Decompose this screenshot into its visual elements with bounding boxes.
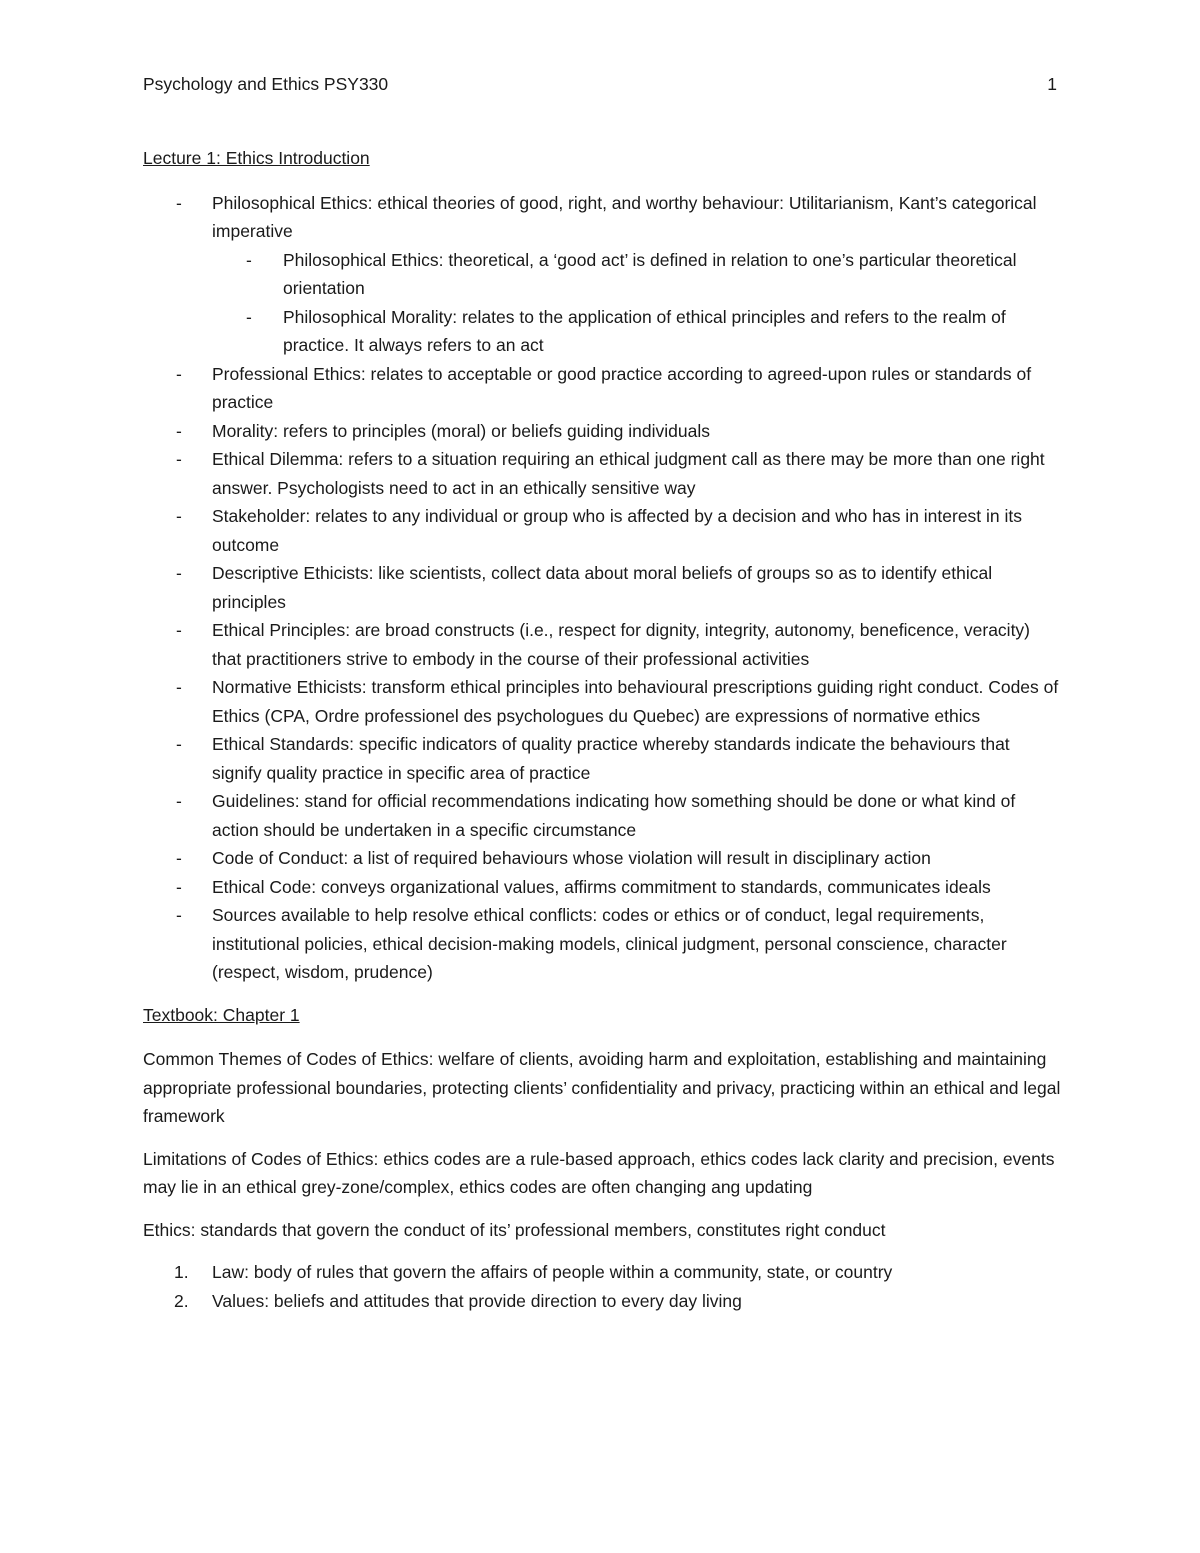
dash-bullet: -	[176, 620, 182, 640]
item-number: 2.	[174, 1290, 189, 1311]
dash-bullet: -	[246, 249, 252, 270]
dash-bullet: -	[176, 449, 182, 469]
list-item	[143, 417, 1063, 446]
textbook-title: Textbook: Chapter 1	[143, 1004, 300, 1025]
list-item-text: Ethical Code: conveys organizational values, affirms commitment to standards, communicates ideals	[212, 876, 991, 897]
list-item	[143, 844, 1063, 873]
dash-bullet: -	[176, 563, 182, 583]
page-number: 1	[1047, 74, 1057, 94]
list-item-text: Ethical Standards: specific indicators of quality practice whereby standards indicate the behaviours that signify quality practice in specific area of practice	[212, 734, 1010, 783]
list-item-text: Ethical Principles: are broad constructs (i.e., respect for dignity, integrity, autonomy, beneficence, veracity) that practitioners strive to embody in the course of their professional activities	[212, 620, 1031, 669]
document-body	[143, 144, 1063, 1315]
lecture-title: Lecture 1: Ethics Introduction	[143, 148, 370, 168]
list-item	[143, 616, 1063, 673]
paragraph-common-themes: Common Themes of Codes of Ethics: welfare of clients, avoiding harm and exploitation, establishing and maintaining appropriate professional boundaries, protecting clients’ confidentiality and privacy, practicing within an ethical and legal framework	[143, 1049, 1061, 1126]
dash-bullet: -	[176, 734, 182, 754]
sub-list-item-text: Philosophical Morality: relates to the application of ethical principles and refers to the realm of practice. It always refers to an act	[283, 306, 1006, 355]
header-title: Psychology and Ethics PSY330	[143, 74, 389, 94]
dash-bullet: -	[246, 306, 252, 327]
list-item	[143, 559, 1063, 616]
list-item-text: Code of Conduct: a list of required behaviours whose violation will result in disciplinary action	[212, 848, 931, 868]
dash-bullet: -	[176, 192, 182, 213]
dash-bullet: -	[176, 363, 182, 384]
dash-bullet: -	[176, 848, 182, 868]
list-item-text: Professional Ethics: relates to acceptable or good practice according to agreed-upon rules or standards of practice	[212, 363, 1032, 412]
dash-bullet: -	[176, 876, 182, 897]
paragraph-limitations: Limitations of Codes of Ethics: ethics codes are a rule-based approach, ethics codes lack clarity and precision, events may lie in an ethical grey-zone/complex, ethics codes are often changing ang updating	[143, 1148, 1055, 1197]
sub-list-item-text: Philosophical Ethics: theoretical, a ‘good act’ is defined in relation to one’s particular theoretical orientation	[283, 249, 1017, 298]
lecture-definition-list	[143, 189, 1063, 987]
list-item	[143, 873, 1063, 902]
list-item-text: Normative Ethicists: transform ethical principles into behavioural prescriptions guiding right conduct. Codes of Ethics (CPA, Ordre professionel des psychologues du Quebec) are expressions of normative ethics	[212, 677, 1059, 726]
page-header	[143, 74, 1057, 98]
dash-bullet: -	[176, 791, 182, 811]
numbered-item	[143, 1258, 1063, 1287]
list-item-text: Guidelines: stand for official recommendations indicating how something should be done or what kind of action should be undertaken in a specific circumstance	[212, 791, 1016, 840]
sub-list	[212, 246, 1063, 360]
list-item-text: Stakeholder: relates to any individual or group who is affected by a decision and who has in interest in its outcome	[212, 506, 1023, 555]
list-item	[143, 189, 1063, 360]
list-item	[143, 901, 1063, 987]
numbered-list	[143, 1258, 1063, 1315]
list-item	[143, 730, 1063, 787]
list-item-text: Sources available to help resolve ethical conflicts: codes or ethics or of conduct, legal requirements, institutional policies, ethical decision-making models, clinical judgment, personal conscience, character (respect, wisdom, prudence)	[212, 905, 1007, 982]
sub-list-item	[212, 303, 1063, 360]
item-number: 1.	[174, 1262, 189, 1282]
numbered-item-text: Values: beliefs and attitudes that provide direction to every day living	[212, 1290, 742, 1311]
list-item-text: Morality: refers to principles (moral) or beliefs guiding individuals	[212, 420, 710, 441]
dash-bullet: -	[176, 677, 182, 697]
sub-list-item	[212, 246, 1063, 303]
list-item-text: Philosophical Ethics: ethical theories of good, right, and worthy behaviour: Utilitarianism, Kant’s categorical imperative	[212, 192, 1037, 241]
numbered-item-text: Law: body of rules that govern the affairs of people within a community, state, or country	[212, 1262, 893, 1282]
list-item	[143, 673, 1063, 730]
list-item	[143, 502, 1063, 559]
list-item	[143, 787, 1063, 844]
dash-bullet: -	[176, 506, 182, 526]
dash-bullet: -	[176, 905, 182, 925]
list-item	[143, 360, 1063, 417]
dash-bullet: -	[176, 420, 182, 441]
list-item-text: Ethical Dilemma: refers to a situation requiring an ethical judgment call as there may be more than one right answer. Psychologists need to act in an ethically sensitive way	[212, 449, 1045, 498]
list-item	[143, 445, 1063, 502]
paragraph-ethics-definition: Ethics: standards that govern the conduct of its’ professional members, constitutes right conduct	[143, 1219, 886, 1240]
list-item-text: Descriptive Ethicists: like scientists, collect data about moral beliefs of groups so as to identify ethical principles	[212, 563, 993, 612]
numbered-item	[143, 1287, 1063, 1316]
